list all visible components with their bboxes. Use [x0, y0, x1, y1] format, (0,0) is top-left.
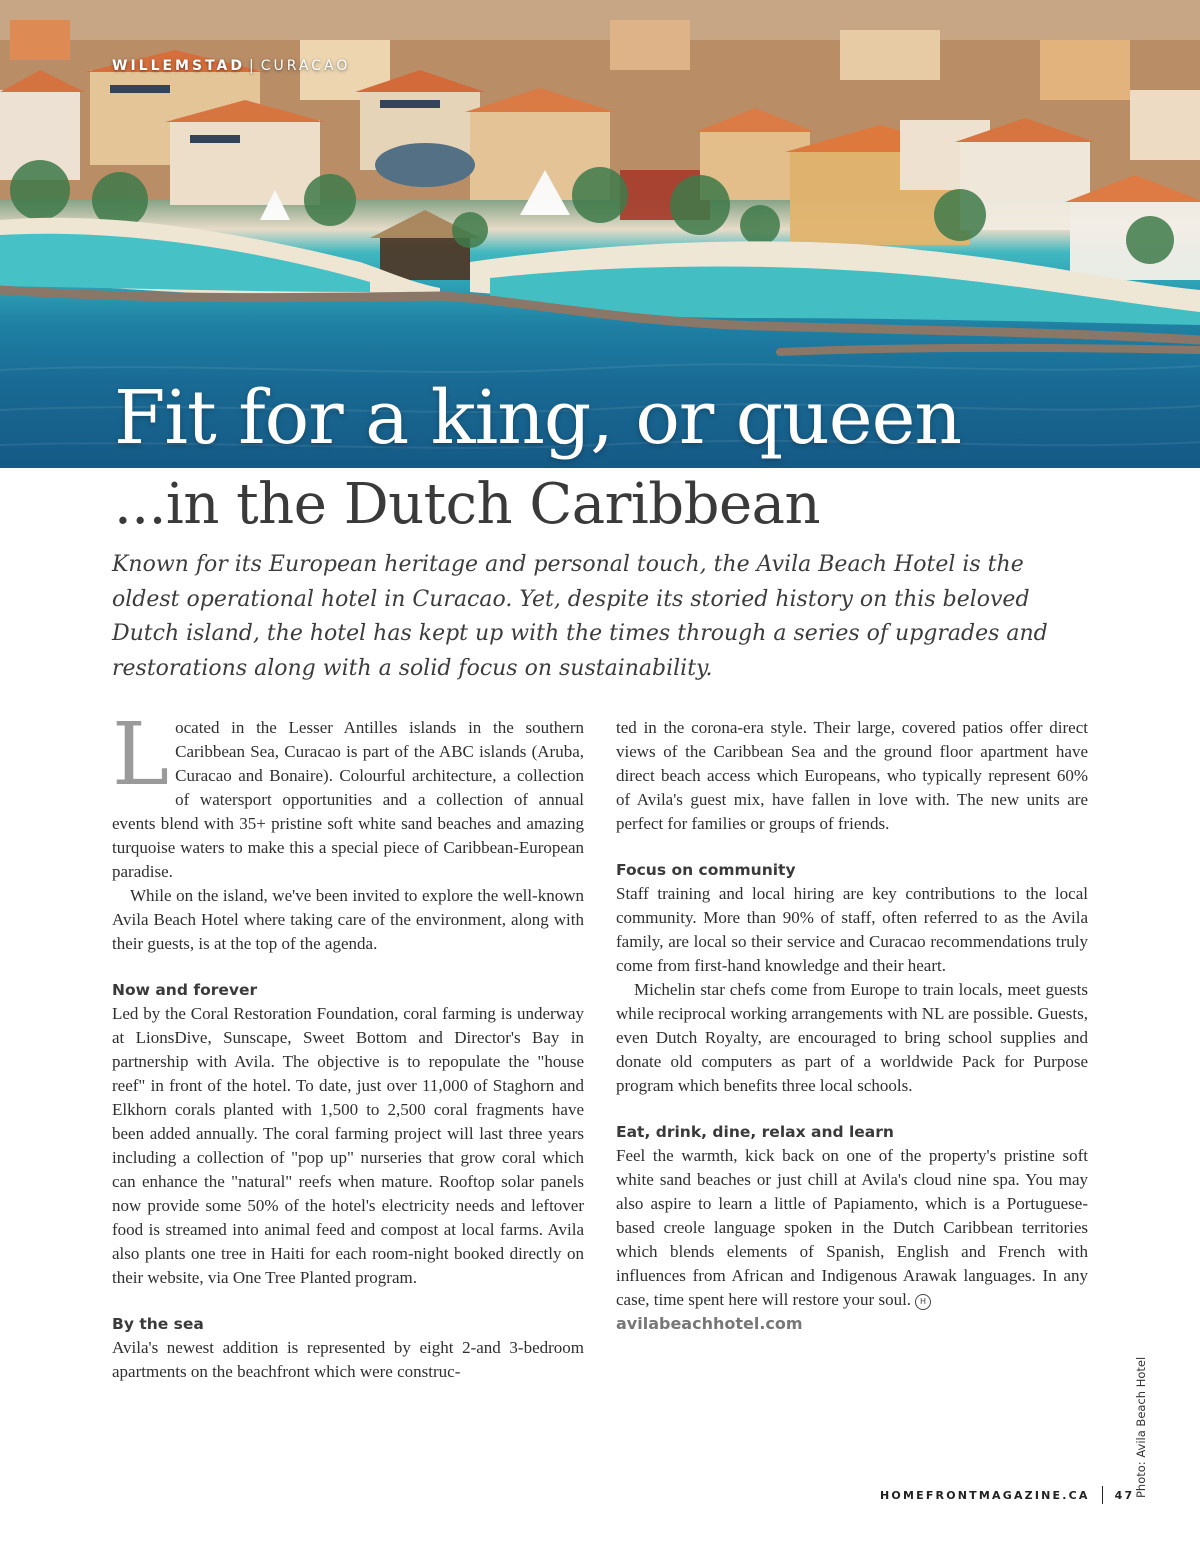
article-deck: Known for its European heritage and personal touch, the Avila Beach Hotel is the oldest operational hotel in Curacao. Yet, despite its storied history on this beloved Dutch island, the hotel has kept up with the times through a series of upgrades and restorations along with a solid focus on sustainability.: [112, 552, 1048, 681]
section-text-now-and-forever: Led by the Coral Restoration Foundation, coral farming is underway at LionsDive, Sunscape, Sweet Bottom and Director's Bay in partnership with Avila. The objective is to repopulate the "house reef" in front of the hotel. To date, just over 11,000 of Staghorn and Elkhorn corals planted with 1,500 to 2,500 coral fragments have been added annually. The coral farming project will last three years including a collection of "pop up" nurseries that grow coral which can enhance the "natural" reefs when mature. Rooftop solar panels now provide some 50% of the hotel's electricity needs and leftover food is streamed into animal feed and compost at local farms. Avila also plants one tree in Haiti for each room-night booked directly on their website, via One Tree Planted program.: [112, 1004, 584, 1287]
section-text-community-2: Michelin star chefs come from Europe to train locals, meet guests while reciprocal working arrangements with NL are possible. Guests, even Dutch Royalty, are encouraged to bring school supplies and donate old computers as part of a worldwide Pack for Purpose program which benefits three local schools.: [616, 980, 1088, 1095]
footer-divider: [1102, 1486, 1103, 1504]
intro-paragraph-text: ocated in the Lesser Antilles islands in the southern Caribbean Sea, Curacao is part of the ABC islands (Aruba, Curacao and Bonaire). Colourful architecture, a collection of watersport opportunities and a collection of annual events blend with 35+ pristine soft white sand beaches and amazing turquoise waters to make this a special piece of Caribbean-European paradise.: [112, 718, 584, 881]
article-column-left: [112, 705, 584, 1384]
page-number: 47: [1114, 1488, 1135, 1502]
hero-photo: [0, 0, 1200, 468]
intro-paragraph-2: While on the island, we've been invited to explore the well-known Avila Beach Hotel where taking care of the environment, along with their guests, is at the top of the agenda.: [112, 886, 584, 953]
section-heading-now-and-forever: Now and forever: [112, 981, 258, 999]
kicker-city: WILLEMSTAD: [112, 58, 245, 74]
section-text-eat-drink: [616, 1144, 1088, 1312]
article-column-right: [616, 716, 1088, 1336]
section-text-by-the-sea-continued: ted in the corona-era style. Their large, covered patios offer direct views of the Caribbean Sea and the ground floor apartment have direct beach access which Europeans, who typically represent 60% of Avila's guest mix, have fallen in love with. The new units are perfect for families or groups of friends.: [616, 718, 1088, 833]
photo-credit: Photo: Avila Beach Hotel: [1134, 1356, 1148, 1498]
kicker-separator: |: [249, 58, 257, 74]
section-text-by-the-sea: Avila's newest addition is represented by eight 2-and 3-bedroom apartments on the beachfront which were construc-: [112, 1338, 584, 1381]
location-kicker: [112, 58, 350, 74]
magazine-url[interactable]: HOMEFRONTMAGAZINE.CA: [880, 1488, 1090, 1502]
page-footer: [880, 1486, 1134, 1504]
drop-cap: L: [112, 705, 170, 805]
section-text-eat-drink-body: Feel the warmth, kick back on one of the property's pristine soft white sand beaches or just chill at Avila's cloud nine spa. You may also aspire to learn a little of Papiamento, which is a Portuguese-based creole language spoken in the Dutch Caribbean territories which blends elements of Spanish, English and French with influences from African and Indigenous Arawak languages. In any case, time spent here will restore your soul.: [616, 1146, 1088, 1309]
headline-line-2: ...in the Dutch Caribbean: [114, 472, 821, 537]
kicker-country: CURACAO: [260, 58, 351, 74]
section-heading-eat-drink: Eat, drink, dine, relax and learn: [616, 1123, 894, 1141]
headline-line-1: Fit for a king, or queen: [114, 375, 962, 461]
intro-paragraph: [112, 705, 584, 884]
hotel-website-link[interactable]: avilabeachhotel.com: [616, 1314, 803, 1333]
section-text-community-1: Staff training and local hiring are key contributions to the local community. More than 90% of staff, often referred to as the Avila family, are local so their service and Curacao recommendations truly come from first-hand knowledge and their heart.: [616, 884, 1088, 975]
end-mark-icon: H: [915, 1294, 931, 1310]
section-heading-focus-on-community: Focus on community: [616, 861, 796, 879]
section-heading-by-the-sea: By the sea: [112, 1315, 204, 1333]
